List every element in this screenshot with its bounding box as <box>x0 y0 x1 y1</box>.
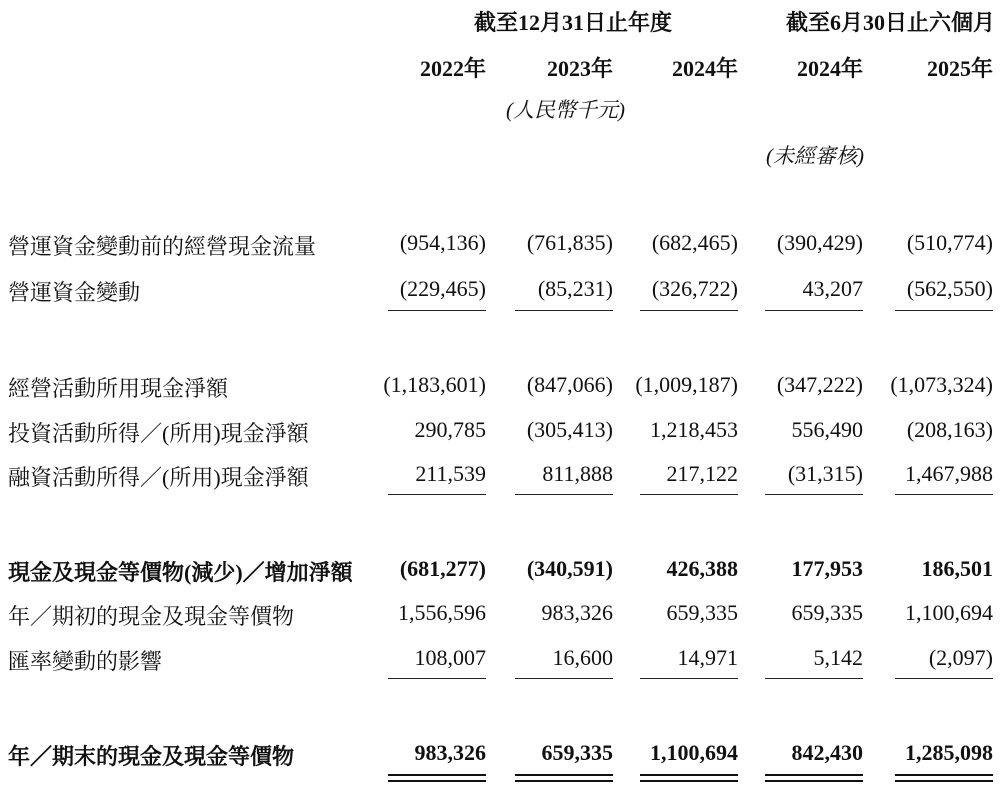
cell: (2,097) <box>928 645 993 670</box>
cell: 217,122 <box>666 461 738 486</box>
subtotal-line <box>388 494 486 495</box>
subtotal-line <box>765 494 863 495</box>
cell: 556,490 <box>791 417 863 442</box>
cell: (954,136) <box>399 230 486 255</box>
cell: 108,007 <box>414 645 486 670</box>
cell: (208,163) <box>906 417 993 442</box>
total-double-line <box>515 774 613 782</box>
cell: 14,971 <box>677 645 738 670</box>
cell: (681,277) <box>399 556 486 581</box>
total-double-line <box>388 774 486 782</box>
cell: 177,953 <box>791 556 863 581</box>
cell: 426,388 <box>666 556 738 581</box>
cell: 1,100,694 <box>650 740 738 765</box>
cell: (1,073,324) <box>890 372 993 397</box>
cell: (847,066) <box>526 372 613 397</box>
header-group-year-ended: 截至12月31日止年度 <box>474 10 673 35</box>
cell: 1,467,988 <box>905 461 993 486</box>
cell: 211,539 <box>415 461 486 486</box>
cell: 43,207 <box>802 276 863 301</box>
subtotal-line <box>388 678 486 679</box>
cell: (510,774) <box>906 230 993 255</box>
row-label: 營運資金變動前的經營現金流量 <box>8 234 317 259</box>
cell: 290,785 <box>414 417 486 442</box>
subtotal-line <box>895 678 993 679</box>
subtotal-line <box>765 310 863 311</box>
subtotal-line <box>895 310 993 311</box>
cell: 16,600 <box>552 645 613 670</box>
subtotal-line <box>388 310 486 311</box>
row-label: 年／期末的現金及現金等價物 <box>8 744 295 769</box>
cell: 842,430 <box>791 740 863 765</box>
cell: 1,556,596 <box>398 600 486 625</box>
subtotal-line <box>515 310 613 311</box>
row-label: 融資活動所得／(所用)現金淨額 <box>8 465 309 490</box>
cell: 659,335 <box>791 600 863 625</box>
cell: 5,142 <box>813 645 863 670</box>
year-header-4: 2024年 <box>796 56 863 81</box>
subtotal-line <box>640 494 738 495</box>
row-label: 匯率變動的影響 <box>8 649 163 674</box>
cell: (31,315) <box>787 461 863 486</box>
total-double-line <box>765 774 863 782</box>
subtotal-line <box>640 678 738 679</box>
cell: 659,335 <box>666 600 738 625</box>
row-label: 投資活動所得／(所用)現金淨額 <box>8 421 309 446</box>
cell: (340,591) <box>526 556 613 581</box>
header-group-six-months: 截至6月30日止六個月 <box>786 10 996 35</box>
cell: 1,100,694 <box>905 600 993 625</box>
year-header-1: 2022年 <box>419 56 486 81</box>
subtotal-line <box>895 494 993 495</box>
cell: (347,222) <box>776 372 863 397</box>
row-label: 年／期初的現金及現金等價物 <box>8 604 295 629</box>
cell: 659,335 <box>541 740 613 765</box>
subtotal-line <box>515 494 613 495</box>
total-double-line <box>640 774 738 782</box>
year-header-5: 2025年 <box>926 56 993 81</box>
cell: 1,285,098 <box>905 740 993 765</box>
subtotal-line <box>640 310 738 311</box>
subtotal-line <box>765 678 863 679</box>
unit-note: (人民幣千元) <box>506 98 625 122</box>
cell: (85,231) <box>537 276 613 301</box>
cell: (1,183,601) <box>383 372 486 397</box>
cell: 811,888 <box>542 461 613 486</box>
cell: (229,465) <box>399 276 486 301</box>
year-header-2: 2023年 <box>546 56 613 81</box>
unaudited-note: (未經審核) <box>766 144 864 168</box>
cell: 983,326 <box>414 740 486 765</box>
cell: (326,722) <box>651 276 738 301</box>
cell: (1,009,187) <box>635 372 738 397</box>
cell: (390,429) <box>776 230 863 255</box>
cell: (562,550) <box>906 276 993 301</box>
row-label: 營運資金變動 <box>8 280 141 305</box>
year-header-3: 2024年 <box>671 56 738 81</box>
subtotal-line <box>515 678 613 679</box>
row-label: 經營活動所用現金淨額 <box>8 376 229 401</box>
cell: 1,218,453 <box>650 417 738 442</box>
row-label: 現金及現金等價物(減少)／增加淨額 <box>8 560 353 585</box>
cell: (305,413) <box>526 417 613 442</box>
cell: 983,326 <box>541 600 613 625</box>
total-double-line <box>895 774 993 782</box>
cell: (682,465) <box>651 230 738 255</box>
cell: (761,835) <box>526 230 613 255</box>
cell: 186,501 <box>921 556 993 581</box>
